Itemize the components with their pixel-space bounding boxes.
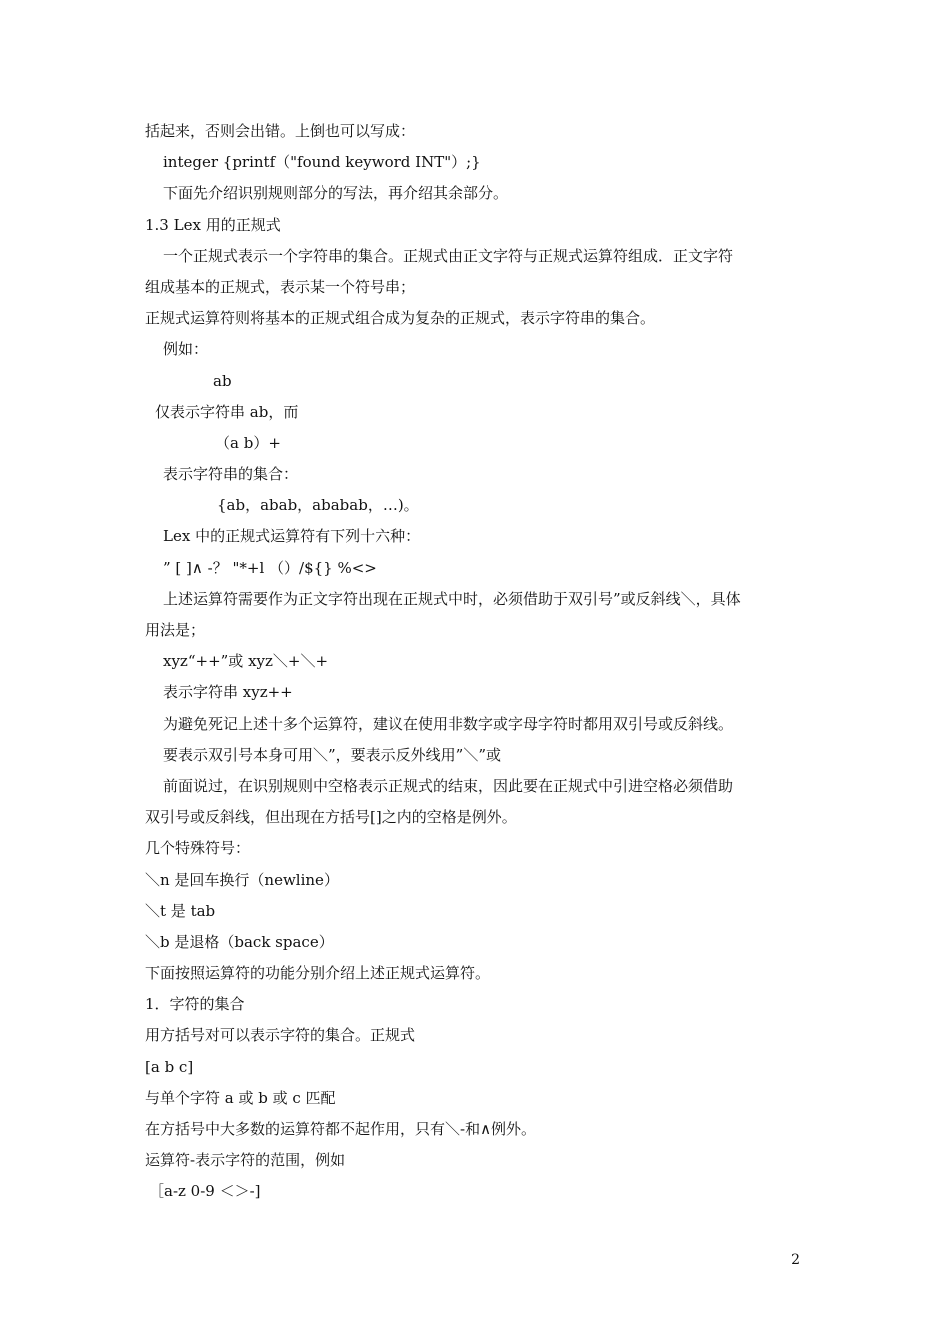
page-body <box>145 116 810 1208</box>
text-line: [a b c] <box>145 1057 194 1076</box>
text-line: 表示字符串的集合： <box>163 465 299 484</box>
text-line: 几个特殊符号： <box>145 839 251 858</box>
text-line: Lex 中的正规式运算符有下列十六种： <box>163 527 421 546</box>
text-line: 与单个字符 a 或 b 或 c 匹配 <box>145 1088 336 1107</box>
text-line: ＼t 是 tab <box>145 901 216 920</box>
text-line: ＼b 是退格（back space） <box>145 932 334 951</box>
text-line: 用方括号对可以表示字符的集合。正规式 <box>145 1026 416 1045</box>
text-line: ab <box>213 371 232 390</box>
text-line: 正规式运算符则将基本的正规式组合成为复杂的正规式，表示字符串的集合。 <box>145 309 656 328</box>
text-line: integer {printf（"found keyword INT"）;} <box>163 153 481 172</box>
text-line: 用法是； <box>145 621 206 639</box>
text-line: 下面先介绍识别规则部分的写法，再介绍其余部分。 <box>163 184 509 203</box>
text-line: 运算符-表示字符的范围，例如 <box>145 1151 346 1170</box>
text-line: 组成基本的正规式，表示某一个符号串； <box>145 277 416 296</box>
page-number: 2 <box>791 1252 800 1268</box>
text-line: 在方括号中大多数的运算符都不起作用，只有＼-和∧例外。 <box>145 1120 537 1138</box>
text-line: 要表示双引号本身可用＼”，要表示反外线用”＼”或 <box>163 745 502 764</box>
text-line: 括起来，否则会出错。上倒也可以写成： <box>145 122 416 140</box>
text-line: 1．字符的集合 <box>145 995 245 1014</box>
text-line: 前面说过，在识别规则中空格表示正规式的结束，因此要在正规式中引进空格必须借助 <box>163 776 734 795</box>
text-line: 1.3 Lex 用的正规式 <box>145 215 281 234</box>
text-line: 双引号或反斜线，但出现在方括号[]之内的空格是例外。 <box>145 808 517 827</box>
text-line: （a b）+ <box>215 433 281 452</box>
text-line: ＼n 是回车换行（newline） <box>145 870 339 889</box>
text-line: ” [ ]∧ -？ "*+l （）/${} %<> <box>163 558 377 577</box>
text-line: 下面按照运算符的功能分别介绍上述正规式运算符。 <box>145 964 491 983</box>
text-line: 仅表示字符串 ab，而 <box>155 402 299 421</box>
text-line: 一个正规式表示一个字符串的集合。正规式由正文字符与正规式运算符组成．正文字符 <box>163 246 734 265</box>
text-line: 表示字符串 xyz++ <box>163 683 293 702</box>
text-line: ［a-z 0-9 ＜＞-] <box>149 1182 261 1201</box>
text-line: 上述运算符需要作为正文字符出现在正规式中时，必须借助于双引号”或反斜线＼，具体 <box>163 589 741 608</box>
text-line: 为避免死记上述十多个运算符，建议在使用非数字或字母字符时都用双引号或反斜线。 <box>163 714 734 733</box>
text-line: xyz“++”或 xyz＼+＼+ <box>163 652 329 671</box>
text-line: 例如： <box>163 340 209 359</box>
text-line: {ab，abab，ababab，…)。 <box>217 496 419 515</box>
